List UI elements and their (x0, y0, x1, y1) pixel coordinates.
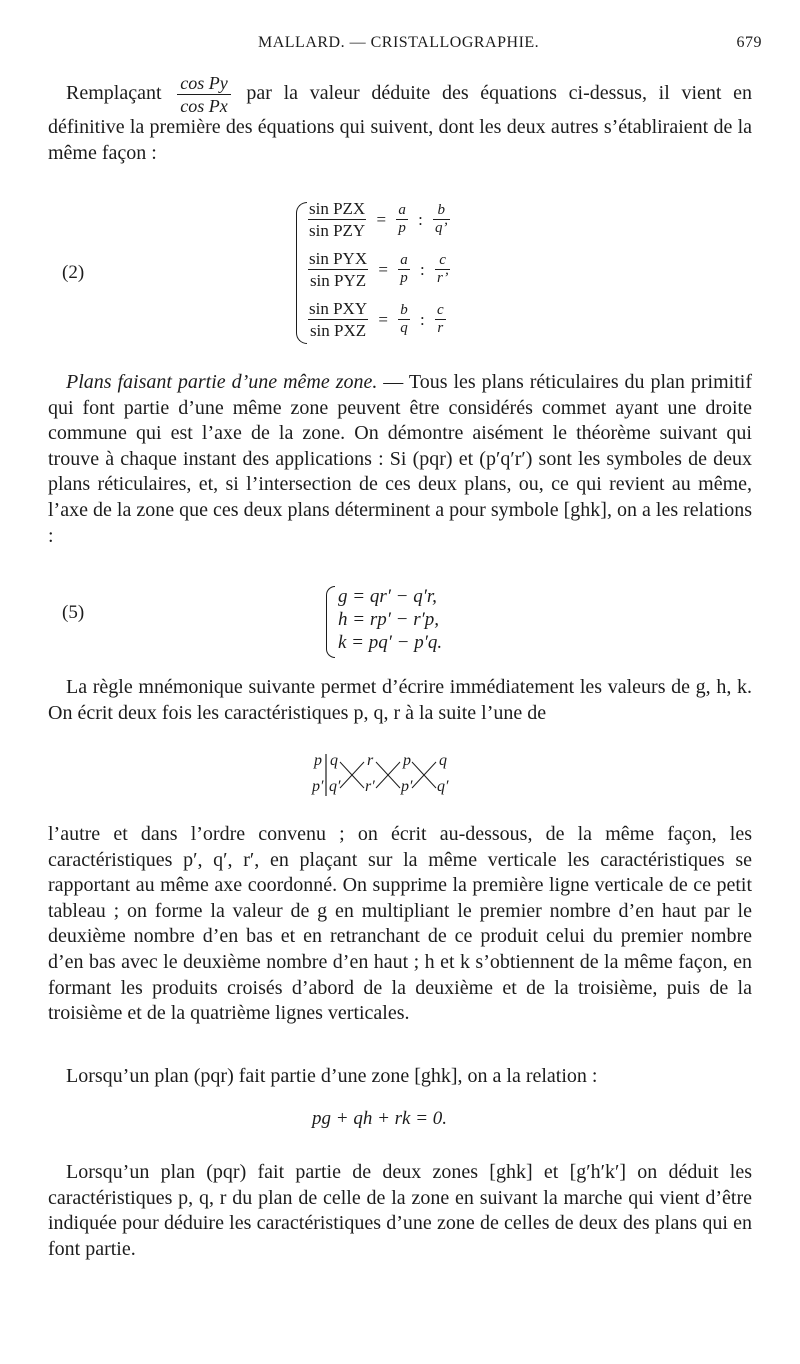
regle2-paragraph (48, 822, 752, 1027)
cos-fraction (177, 74, 230, 115)
lorsqu2-text: Lorsqu’un plan (pqr) fait partie de deux zones [ghk] et [g′h′k′] on déduit les caractéristiques p, q, r du plan de celle de la zone en suivant la marche qui vient d’être indiquée pour déduire les caractéristiques d’une zone de celles de deux des plans qui en font partie. (48, 1161, 752, 1260)
equation-5-label: (5) (62, 602, 85, 623)
equation-5-row: h = rp′ − r′p, (338, 609, 439, 630)
regle-text: La règle mnémonique suivante permet d’écrire immédiatement les valeurs de g, h, k. On écrit deux fois les caractéristiques p, q, r à la suite l’une de (48, 676, 752, 724)
equation-5-system (338, 585, 442, 654)
equation-5-row: k = pq′ − p′q. (338, 632, 443, 653)
running-title: MALLARD. — CRISTALLOGRAPHIE. (258, 34, 540, 51)
intro-rest: définitive la première des équations qui suivent, dont les deux autres s’établiraient de la même façon : (48, 116, 752, 164)
mnemonic-table (312, 752, 472, 800)
cos-fraction-numerator: cos Py (177, 74, 230, 95)
page-number: 679 (736, 34, 762, 51)
intro-line1-tail: par la valeur déduite des équations ci-dessus, il vient en (246, 82, 752, 105)
equation-2-system (308, 200, 508, 346)
plans-text: — Tous les plans réticulaires du plan primitif qui font partie d’une même zone peuvent être considérés commet ayant une droite commune qui est l’axe de la zone. On démontre aisément le théorème suivant qui trouve à chaque instant des applications : Si (pqr) et (p′q′r′) sont les symboles de deux plans réticulaires, et, si l’intersection de ces deux plans, ou, ce qui revient au même, l’axe de la zone que ces deux plans déterminent a pour symbole [ghk], on a les relations : (48, 371, 752, 547)
equation-2-label: (2) (62, 262, 85, 283)
lorsqu1-text: Lorsqu’un plan (pqr) fait partie d’une zone [ghk], on a la relation : (66, 1065, 598, 1087)
mnemonic-cell: r′ (365, 778, 375, 795)
equation-2-row: sin PYX sin PYZ = $\frac{a}{p}$ : $\frac{c}{r’}$ (309, 249, 449, 290)
intro-paragraph (48, 74, 752, 166)
equation-2-row: sin PXY sin PXZ = $\frac{b}{q}$ : $\frac{c}{r}$ (309, 299, 444, 340)
regle-paragraph (48, 675, 752, 726)
mnemonic-cell: q′ (329, 778, 341, 795)
mnemonic-cell: r (367, 752, 374, 769)
mnemonic-cell: q′ (437, 778, 449, 795)
cos-fraction-denominator: cos Px (180, 96, 228, 116)
equation-2-row: sin PZX sin PZY = $\frac{a}{p}$ : $\frac{b}{q’}$ (309, 199, 448, 240)
mnemonic-cell: p (403, 752, 411, 769)
plans-paragraph (48, 370, 752, 549)
intro-lead: Remplaçant (66, 82, 162, 105)
lorsqu1-paragraph (48, 1064, 752, 1090)
mnemonic-cell: p′ (312, 778, 324, 795)
mnemonic-cell: p′ (401, 778, 413, 795)
section-heading: Plans faisant partie d’une même zone. (66, 371, 378, 393)
regle2-text: l’autre et dans l’ordre convenu ; on écrit au-dessous, de la même façon, les caractéristiques p′, q′, r′, en plaçant sur la même verticale les caractéristiques se rapportant au même axe coordonné. On supprime la première ligne verticale de ce petit tableau ; on forme la valeur de g en multipliant le premier nombre d’en haut par le deuxième nombre d’en bas et en retranchant de ce produit celui du premier nombre d’en bas avec le deuxième nombre d’en haut ; h et k s’obtiennent de la même façon, en formant les produits croisés d’abord de la deuxième et de la troisième, puis de la troisième et de la quatrième lignes verticales. (48, 823, 752, 1025)
mnemonic-cell: p (314, 752, 322, 769)
mnemonic-cell: q (439, 752, 447, 769)
equation-5-brace (326, 586, 335, 658)
equation-5-row: g = qr′ − q′r, (338, 586, 437, 607)
lorsqu2-paragraph (48, 1160, 752, 1262)
mnemonic-cell: q (330, 752, 338, 769)
equation-2-brace (296, 202, 307, 344)
zone-relation: pg + qh + rk = 0. (312, 1108, 448, 1129)
running-header (0, 30, 800, 60)
